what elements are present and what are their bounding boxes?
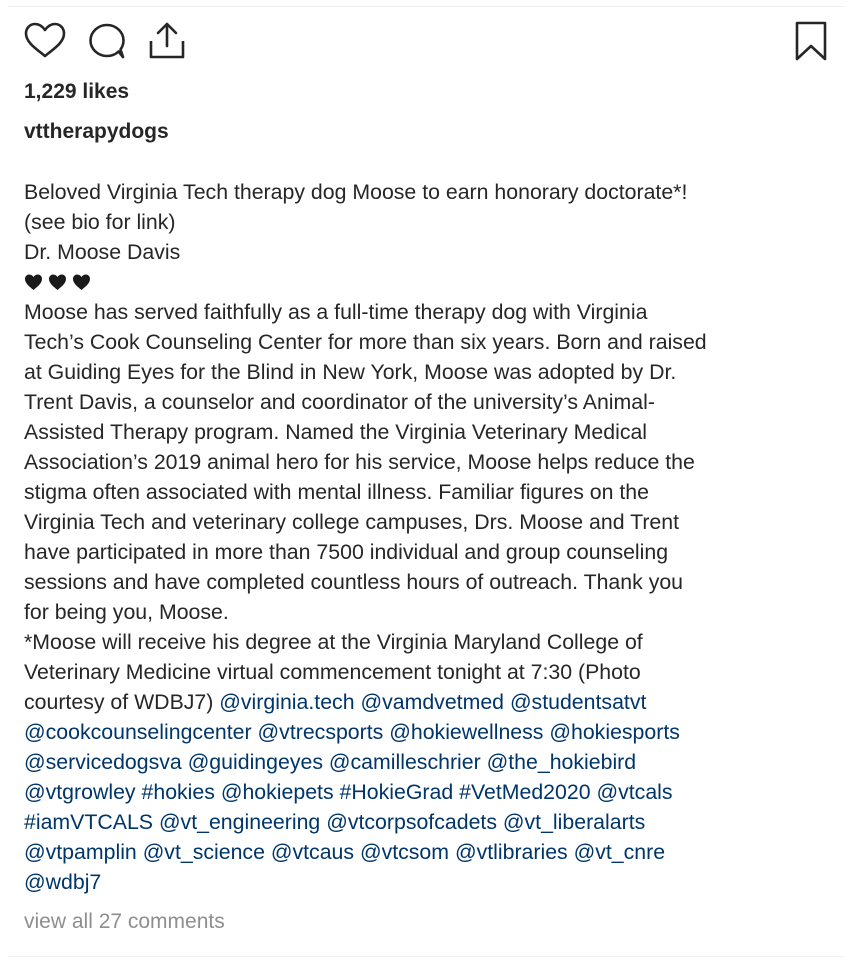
tag-link[interactable]: @vtrecsports bbox=[257, 720, 384, 744]
share-upload-icon bbox=[146, 20, 188, 62]
caption-body-line: have participated in more than 7500 individual and group counseling bbox=[24, 540, 669, 564]
tag-link[interactable]: @hokiewellness bbox=[389, 720, 544, 744]
view-all-comments-link[interactable]: view all 27 comments bbox=[24, 910, 225, 933]
caption-tags-line bbox=[24, 867, 850, 897]
caption-tags-line bbox=[24, 807, 850, 837]
like-button[interactable] bbox=[24, 20, 66, 62]
bookmark-icon bbox=[790, 20, 832, 62]
bottom-divider bbox=[8, 956, 844, 957]
save-button[interactable] bbox=[790, 20, 832, 62]
tag-link[interactable]: @vt_engineering bbox=[158, 810, 321, 834]
tag-link[interactable]: @camilleschrier bbox=[328, 750, 481, 774]
caption-courtesy-text: courtesy of WDBJ7) bbox=[24, 690, 214, 714]
comment-button[interactable] bbox=[86, 20, 128, 62]
caption-body-line: at Guiding Eyes for the Blind in New York, Moose was adopted by Dr. bbox=[24, 360, 677, 384]
caption-body-line: sessions and have completed countless hours of outreach. Thank you bbox=[24, 570, 684, 594]
tag-link[interactable]: @wdbj7 bbox=[24, 870, 102, 894]
caption-tags-line bbox=[24, 837, 850, 867]
caption-tags-line bbox=[24, 687, 850, 717]
post-caption bbox=[24, 177, 850, 897]
share-button[interactable] bbox=[146, 20, 188, 62]
caption-body-line: Assisted Therapy program. Named the Virginia Veterinary Medical bbox=[24, 420, 648, 444]
tag-link[interactable]: @vtcals bbox=[596, 780, 673, 804]
caption-bio-note: (see bio for link) bbox=[24, 210, 176, 234]
tag-link[interactable]: @guidingeyes bbox=[187, 750, 323, 774]
caption-body-line: stigma often associated with mental illness. Familiar figures on the bbox=[24, 480, 649, 504]
black-heart-emoji bbox=[48, 267, 67, 297]
caption-body-line: Moose has served faithfully as a full-time therapy dog with Virginia bbox=[24, 300, 648, 324]
caption-body-line: Trent Davis, a counselor and coordinator of the university’s Animal- bbox=[24, 390, 655, 414]
caption-headline: Beloved Virginia Tech therapy dog Moose to earn honorary doctorate*! bbox=[24, 180, 688, 204]
tag-link[interactable]: @vt_liberalarts bbox=[502, 810, 646, 834]
caption-tags-line bbox=[24, 747, 850, 777]
hashtag-link[interactable]: #iamVTCALS bbox=[24, 810, 154, 834]
tag-link[interactable]: @the_hokiebird bbox=[486, 750, 637, 774]
caption-tags-line bbox=[24, 777, 850, 807]
hashtag-link[interactable]: #HokieGrad bbox=[339, 780, 454, 804]
tag-link[interactable]: @servicedogsva bbox=[24, 750, 182, 774]
post-username[interactable]: vttherapydogs bbox=[24, 120, 169, 143]
tag-link[interactable]: @vtpamplin bbox=[24, 840, 137, 864]
post-action-bar bbox=[24, 20, 832, 64]
caption-body-line: Virginia Tech and veterinary college campuses, Drs. Moose and Trent bbox=[24, 510, 680, 534]
tag-link[interactable]: @hokiepets bbox=[220, 780, 334, 804]
black-heart-emoji bbox=[24, 267, 43, 297]
tag-link[interactable]: @virginia.tech bbox=[219, 690, 355, 714]
heart-outline-icon bbox=[24, 20, 66, 62]
caption-body-line: Association’s 2019 animal hero for his service, Moose helps reduce the bbox=[24, 450, 695, 474]
caption-body-line: Veterinary Medicine virtual commencement tonight at 7:30 (Photo bbox=[24, 660, 641, 684]
tag-link[interactable]: @cookcounselingcenter bbox=[24, 720, 252, 744]
like-count[interactable]: 1,229 likes bbox=[24, 80, 130, 103]
hashtag-link[interactable]: #VetMed2020 bbox=[459, 780, 591, 804]
tag-link[interactable]: @vtlibraries bbox=[454, 840, 568, 864]
heart-emoji-row bbox=[24, 267, 850, 297]
caption-tags-line bbox=[24, 717, 850, 747]
tag-link[interactable]: @vt_science bbox=[142, 840, 265, 864]
caption-body-line: *Moose will receive his degree at the Virginia Maryland College of bbox=[24, 630, 643, 654]
tag-link[interactable]: @vtcsom bbox=[359, 840, 450, 864]
hashtag-link[interactable]: #hokies bbox=[141, 780, 215, 804]
tag-link[interactable]: @vamdvetmed bbox=[360, 690, 505, 714]
tag-link[interactable]: @vtgrowley bbox=[24, 780, 136, 804]
black-heart-emoji bbox=[72, 267, 91, 297]
tag-link[interactable]: @hokiesports bbox=[549, 720, 680, 744]
caption-body-line: for being you, Moose. bbox=[24, 600, 229, 624]
caption-body-line: Tech’s Cook Counseling Center for more than six years. Born and raised bbox=[24, 330, 707, 354]
tag-link[interactable]: @vt_cnre bbox=[573, 840, 666, 864]
tag-link[interactable]: @studentsatvt bbox=[509, 690, 647, 714]
tag-link[interactable]: @vtcorpsofcadets bbox=[326, 810, 497, 834]
comment-bubble-icon bbox=[86, 20, 128, 62]
tag-link[interactable]: @vtcaus bbox=[270, 840, 355, 864]
top-divider bbox=[8, 6, 844, 7]
caption-name: Dr. Moose Davis bbox=[24, 240, 181, 264]
